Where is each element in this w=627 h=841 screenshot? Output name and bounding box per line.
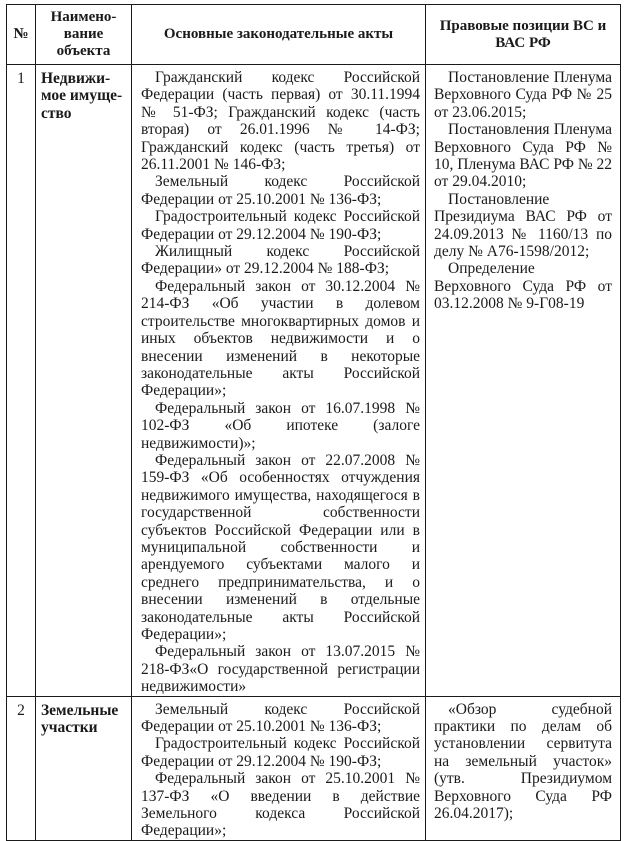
paragraph: Земельный кодекс Российской Федерации от 25.10.2001 № 136-ФЗ; [141, 700, 420, 736]
col-header-object-name: Наимено-вание объекта [36, 5, 132, 65]
col-header-number: № [7, 5, 36, 65]
paragraph: Постановление Пленума Верховного Суда РФ № 25 от 23.06.2015; [434, 69, 612, 121]
col-header-positions: Правовые позиции ВС и ВАС РФ [426, 5, 621, 65]
header-row [7, 5, 621, 65]
row-number-cell: 1 [7, 65, 36, 697]
paragraph: Градостроительный кодекс Российской Федерации от 29.12.2004 № 190-ФЗ; [141, 208, 420, 243]
paragraph: Градостроительный кодекс Российской Федерации от 29.12.2004 № 190-ФЗ; [141, 735, 420, 770]
legal-reference-table [6, 4, 621, 841]
paragraph: Жилищный кодекс Российской Федерации» от 29.12.2004 № 188-ФЗ; [141, 243, 420, 278]
paragraph: Федеральный закон от 25.10.2001 № 137-ФЗ «О введении в действие Земельного кодекса Российской Федерации»; [141, 770, 420, 840]
positions-cell [426, 65, 621, 697]
paragraph: Федеральный закон от 13.07.2015 № 218-ФЗ«О государственной регистрации недвижимости» [141, 643, 420, 696]
paragraph: Федеральный закон от 16.07.1998 № 102-ФЗ «Об ипотеке (залоге недвижимости)»; [141, 399, 420, 452]
paragraph: Федеральный закон от 30.12.2004 № 214-ФЗ «Об участии в долевом строительстве многоквартирных домов и иных объектов недвижимости и о внесении изменений в некоторые законодательные акты Российской Федерации»; [141, 277, 420, 400]
paragraph: Постановления Пленума Верховного Суда РФ № 10, Пленума ВАС РФ № 22 от 29.04.2010; [434, 121, 612, 191]
table-row [7, 65, 621, 697]
object-name-cell: Недвижи-мое имуще-ство [36, 65, 132, 697]
paragraph: Федеральный закон от 22.07.2008 № 159-ФЗ «Об особенностях отчуждения недвижимого имущества, находящегося в государственной собственности субъектов Российской Федерации или в муниципальной собственности и арендуемого субъектами малого и среднего предпринимательства, и о внесении изменений в отдельные законодательные акты Российской Федерации»; [141, 451, 420, 643]
paragraph: Земельный кодекс Российской Федерации от 25.10.2001 № 136-ФЗ; [141, 173, 420, 208]
table-row [7, 696, 621, 840]
positions-cell [426, 696, 621, 840]
row-number-cell: 2 [7, 696, 36, 840]
object-name-cell: Земельные участки [36, 696, 132, 840]
acts-cell [132, 696, 426, 840]
paragraph: Определение Верховного Суда РФ от 03.12.2008 № 9-Г08-19 [434, 260, 612, 313]
acts-cell [132, 65, 426, 697]
paragraph: Гражданский кодекс Российской Федерации (часть первая) от 30.11.1994 № 51-ФЗ; Гражданский кодекс (часть вторая) от 26.01.1996 № 14-ФЗ; Гражданский кодекс (часть третья) от 26.11.2001 № 146-ФЗ; [141, 69, 420, 174]
col-header-acts: Основные законодательные акты [132, 5, 426, 65]
paragraph: Постановление Президиума ВАС РФ от 24.09.2013 № 1160/13 по делу № А76-1598/2012; [434, 190, 612, 261]
paragraph: «Обзор судебной практики по делам об установлении сервитута на земельный участок» (утв. Президиумом Верховного Суда РФ 26.04.2017); [434, 700, 612, 823]
